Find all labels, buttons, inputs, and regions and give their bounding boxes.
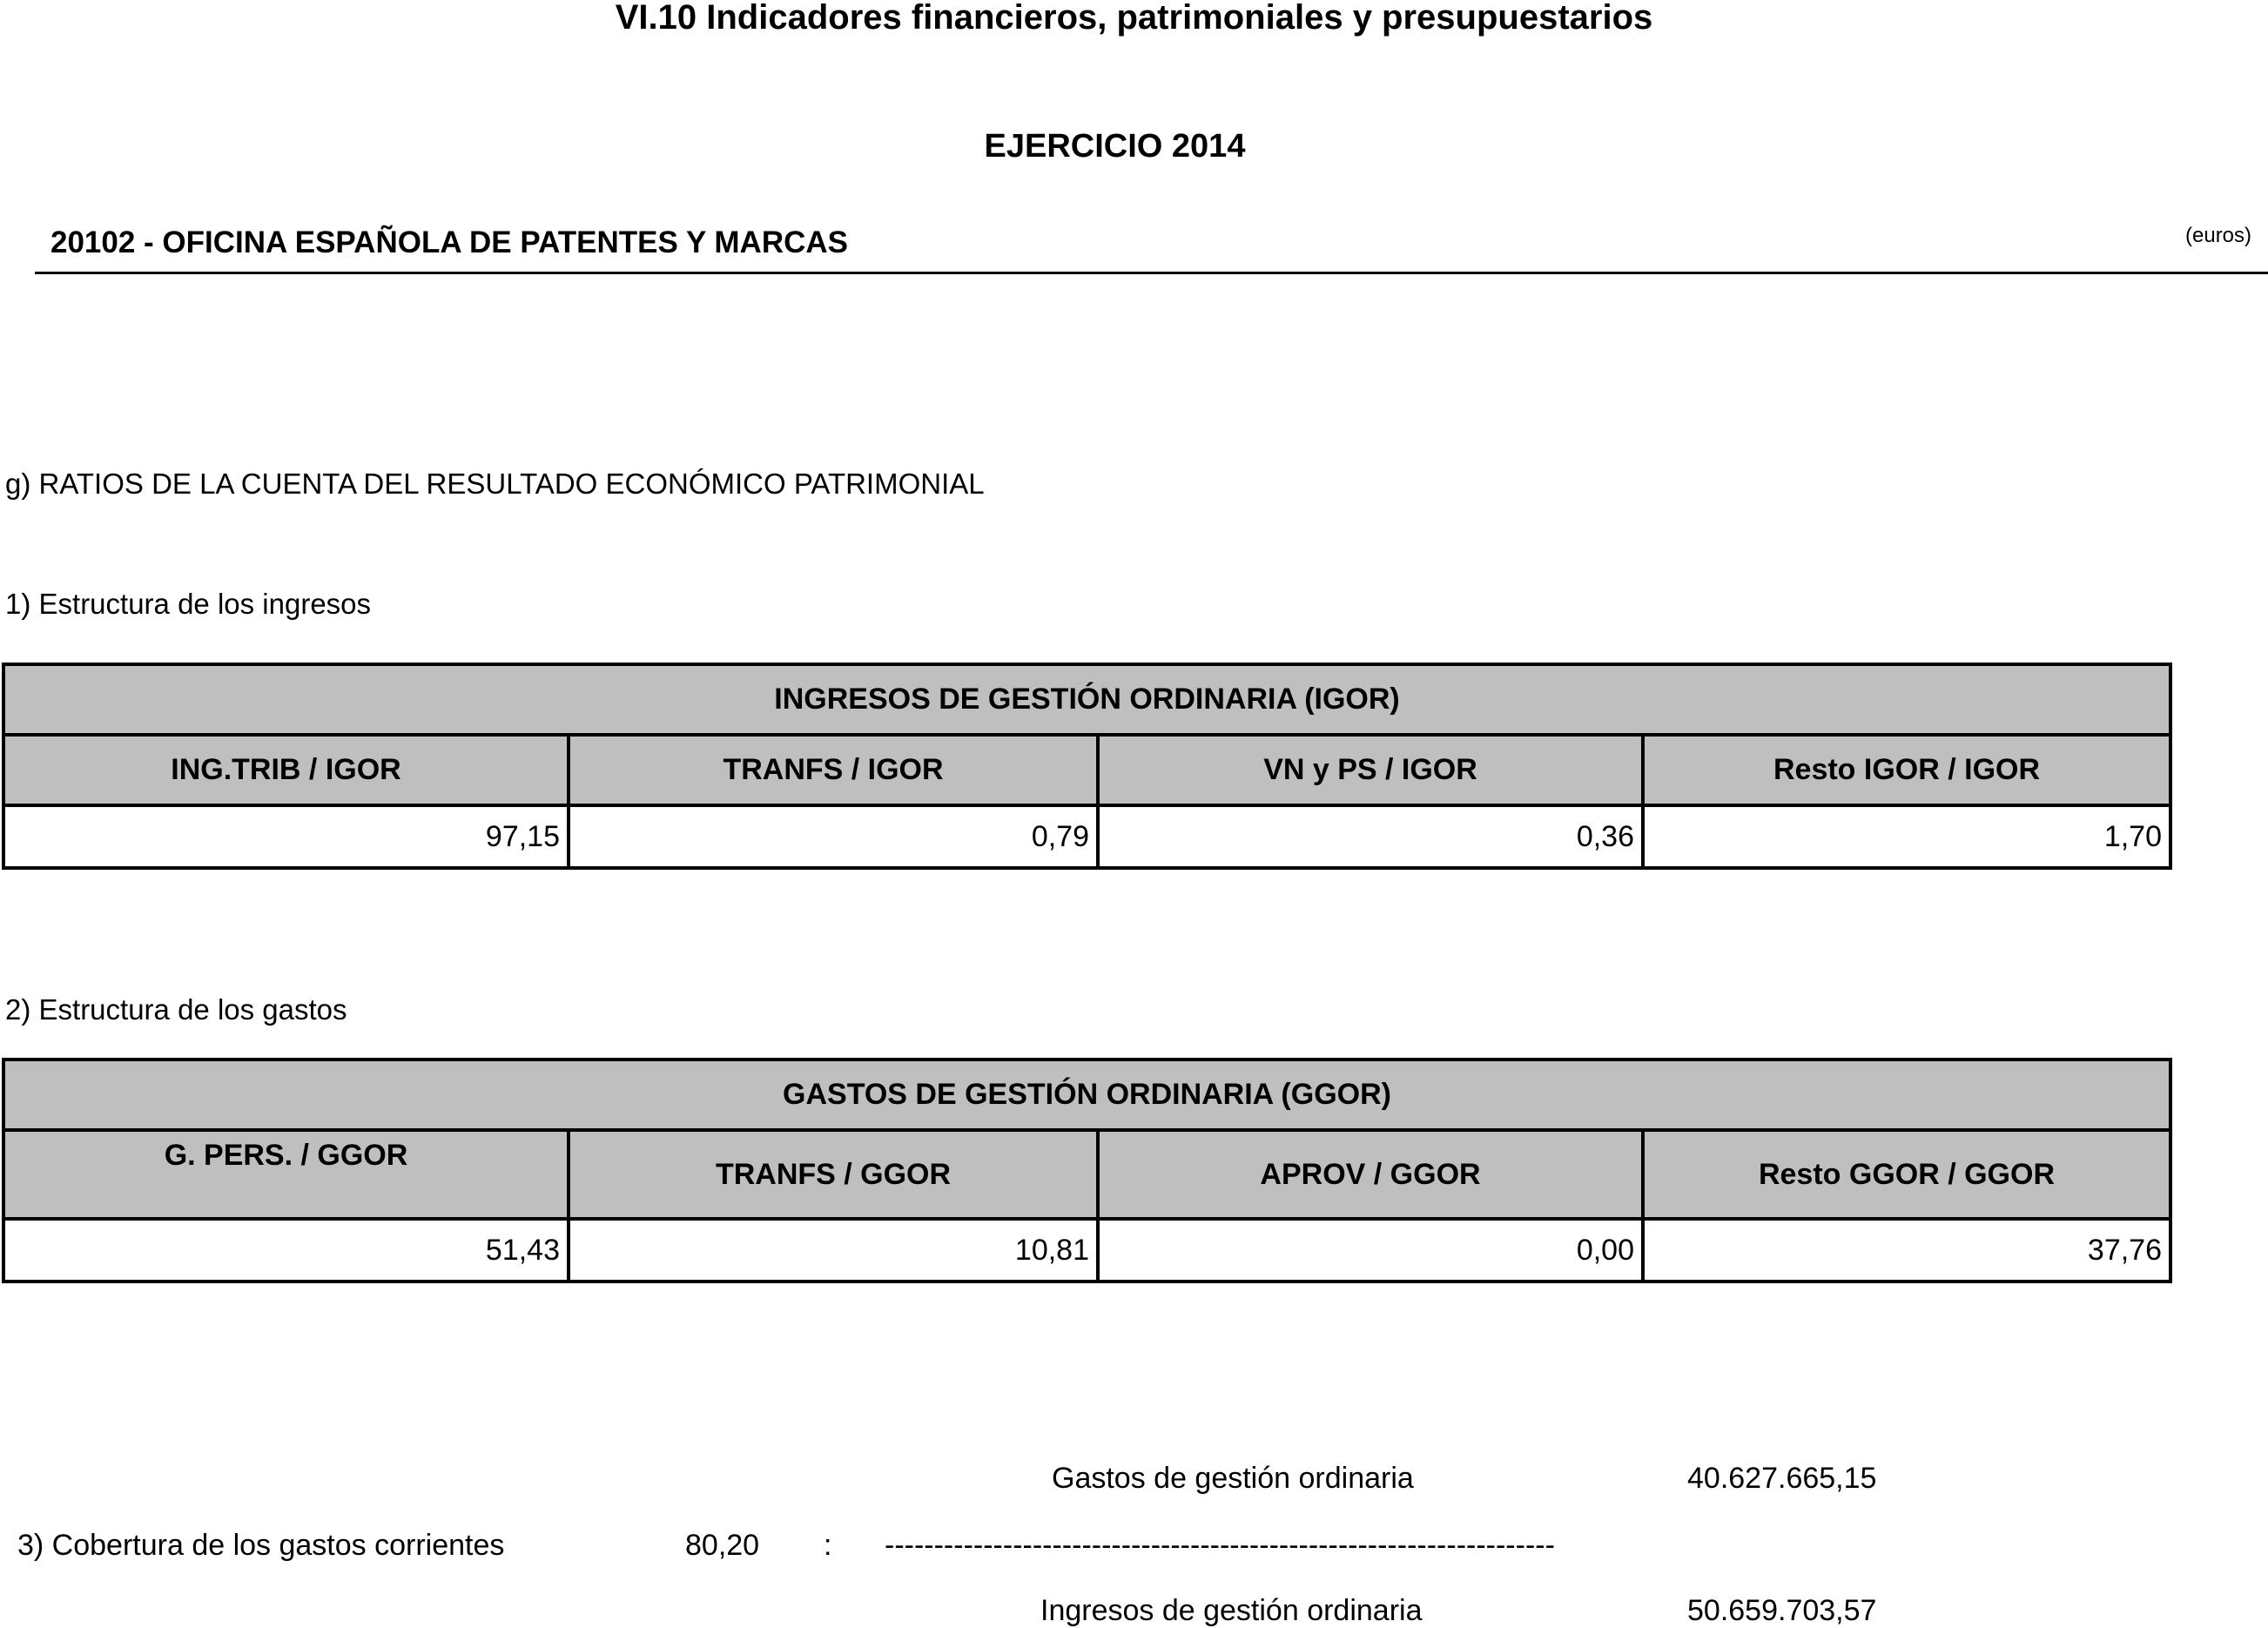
ingresos-subtitle: 1) Estructura de los ingresos — [5, 588, 372, 620]
units-note: (euros) — [2185, 224, 2252, 247]
gastos-structure-table — [2, 1058, 2172, 1283]
gastos-group-header: GASTOS DE GESTIÓN ORDINARIA (GGOR) — [3, 1060, 2170, 1130]
column-header-aprov: APROV / GGOR — [1098, 1130, 1643, 1219]
section-title: g) RATIOS DE LA CUENTA DEL RESULTADO ECONÓMICO PATRIMONIAL — [5, 468, 985, 500]
numerator-label: Gastos de gestión ordinaria — [1052, 1462, 1414, 1495]
column-header-tranfs-ggor: TRANFS / GGOR — [569, 1130, 1098, 1219]
value-vn-ps: 0,36 — [1098, 805, 1643, 868]
denominator-label: Ingresos de gestión ordinaria — [1040, 1594, 1423, 1627]
fiscal-year-heading: EJERCICIO 2014 — [984, 128, 1246, 165]
column-header-vn-ps: VN y PS / IGOR — [1098, 735, 1643, 805]
organization-heading: 20102 - OFICINA ESPAÑOLA DE PATENTES Y MARCAS — [50, 225, 848, 259]
value-tranfs-ggor: 10,81 — [569, 1219, 1098, 1282]
column-header-g-pers: G. PERS. / GGOR — [3, 1130, 569, 1219]
column-header-resto-ggor: Resto GGOR / GGOR — [1643, 1130, 2170, 1219]
denominator-value: 50.659.703,57 — [1687, 1594, 1877, 1627]
value-tranfs-igor: 0,79 — [569, 805, 1098, 868]
header-divider — [35, 272, 2268, 274]
value-aprov: 0,00 — [1098, 1219, 1643, 1282]
value-resto-igor: 1,70 — [1643, 805, 2170, 868]
column-header-ing-trib: ING.TRIB / IGOR — [3, 735, 569, 805]
coverage-value: 80,20 — [685, 1529, 760, 1562]
page-title: VI.10 Indicadores financieros, patrimoniales y presupuestarios — [615, 0, 1653, 37]
value-g-pers: 51,43 — [3, 1219, 569, 1282]
value-ing-trib: 97,15 — [3, 805, 569, 868]
ingresos-structure-table — [2, 663, 2172, 870]
coverage-colon: : — [824, 1529, 832, 1562]
gastos-subtitle: 2) Estructura de los gastos — [5, 993, 347, 1026]
coverage-label: 3) Cobertura de los gastos corrientes — [17, 1529, 505, 1562]
numerator-value: 40.627.665,15 — [1687, 1462, 1877, 1495]
column-header-resto-igor: Resto IGOR / IGOR — [1643, 735, 2170, 805]
ingresos-group-header: INGRESOS DE GESTIÓN ORDINARIA (IGOR) — [3, 664, 2170, 735]
value-resto-ggor: 37,76 — [1643, 1219, 2170, 1282]
fraction-line: -------------------------------------------------------------------- — [885, 1529, 1555, 1562]
column-header-tranfs: TRANFS / IGOR — [569, 735, 1098, 805]
